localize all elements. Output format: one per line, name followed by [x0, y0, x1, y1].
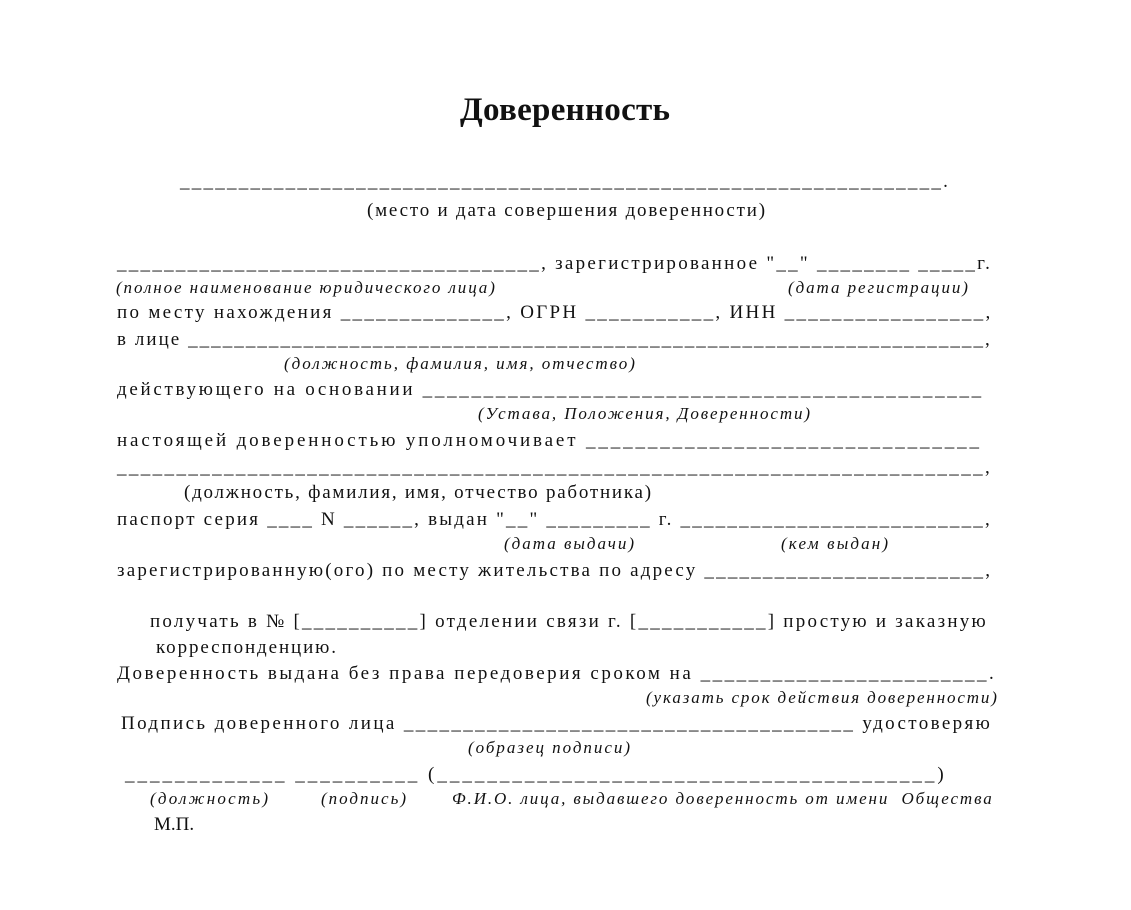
- receive-line: получать в № [__________] отделении связи г. [___________] простую и заказную: [150, 611, 988, 632]
- place-date-line: _________________________________________________________________.: [180, 171, 951, 192]
- signature-line: Подпись доверенного лица ______________________________________ удостоверяю: [121, 713, 993, 734]
- passport-caption-date: (дата выдачи): [504, 534, 637, 553]
- caption-position: (должность): [150, 789, 271, 808]
- employee-caption: (должность, фамилия, имя, отчество работника): [184, 482, 653, 503]
- authorize-line: настоящей доверенностью уполномочивает ________________________________: [117, 430, 982, 451]
- location-line: по месту нахождения ______________, ОГРН ___________, ИНН _________________,: [117, 302, 993, 323]
- caption-fio: Ф.И.О. лица, выдавшего доверенность от имени Общества: [452, 789, 994, 808]
- caption-signature: (подпись): [321, 789, 408, 808]
- entity-caption-date: (дата регистрации): [788, 278, 970, 297]
- signers-line: _____________ __________ (________________________________________): [125, 764, 947, 785]
- entity-caption-name: (полное наименование юридического лица): [116, 278, 497, 297]
- basis-caption: (Устава, Положения, Доверенности): [478, 404, 812, 423]
- receive-line-2: корреспонденцию.: [156, 637, 338, 658]
- authorize-line-2: _________________________________________________________________________,: [117, 457, 993, 478]
- term-caption: (указать срок действия доверенности): [646, 688, 999, 707]
- stamp-place: М.П.: [154, 814, 195, 835]
- entity-line: ____________________________________, зарегистрированное "__" ________ _____г.: [117, 253, 993, 274]
- document-title: Доверенность: [460, 92, 671, 128]
- term-line: Доверенность выдана без права передоверия сроком на ________________________.: [117, 663, 997, 684]
- passport-caption-issuer: (кем выдан): [781, 534, 891, 553]
- passport-line: паспорт серия ____ N ______, выдан "__" _________ г. __________________________,: [117, 509, 992, 530]
- person-caption: (должность, фамилия, имя, отчество): [284, 354, 637, 373]
- signature-caption: (образец подписи): [468, 738, 632, 757]
- address-line: зарегистрированную(ого) по месту жительства по адресу ________________________,: [117, 560, 993, 581]
- basis-line: действующего на основании ______________________________________________: [117, 379, 984, 400]
- person-line: в лице _____________________________________________________________________,: [117, 329, 992, 350]
- place-date-caption: (место и дата совершения доверенности): [367, 200, 767, 221]
